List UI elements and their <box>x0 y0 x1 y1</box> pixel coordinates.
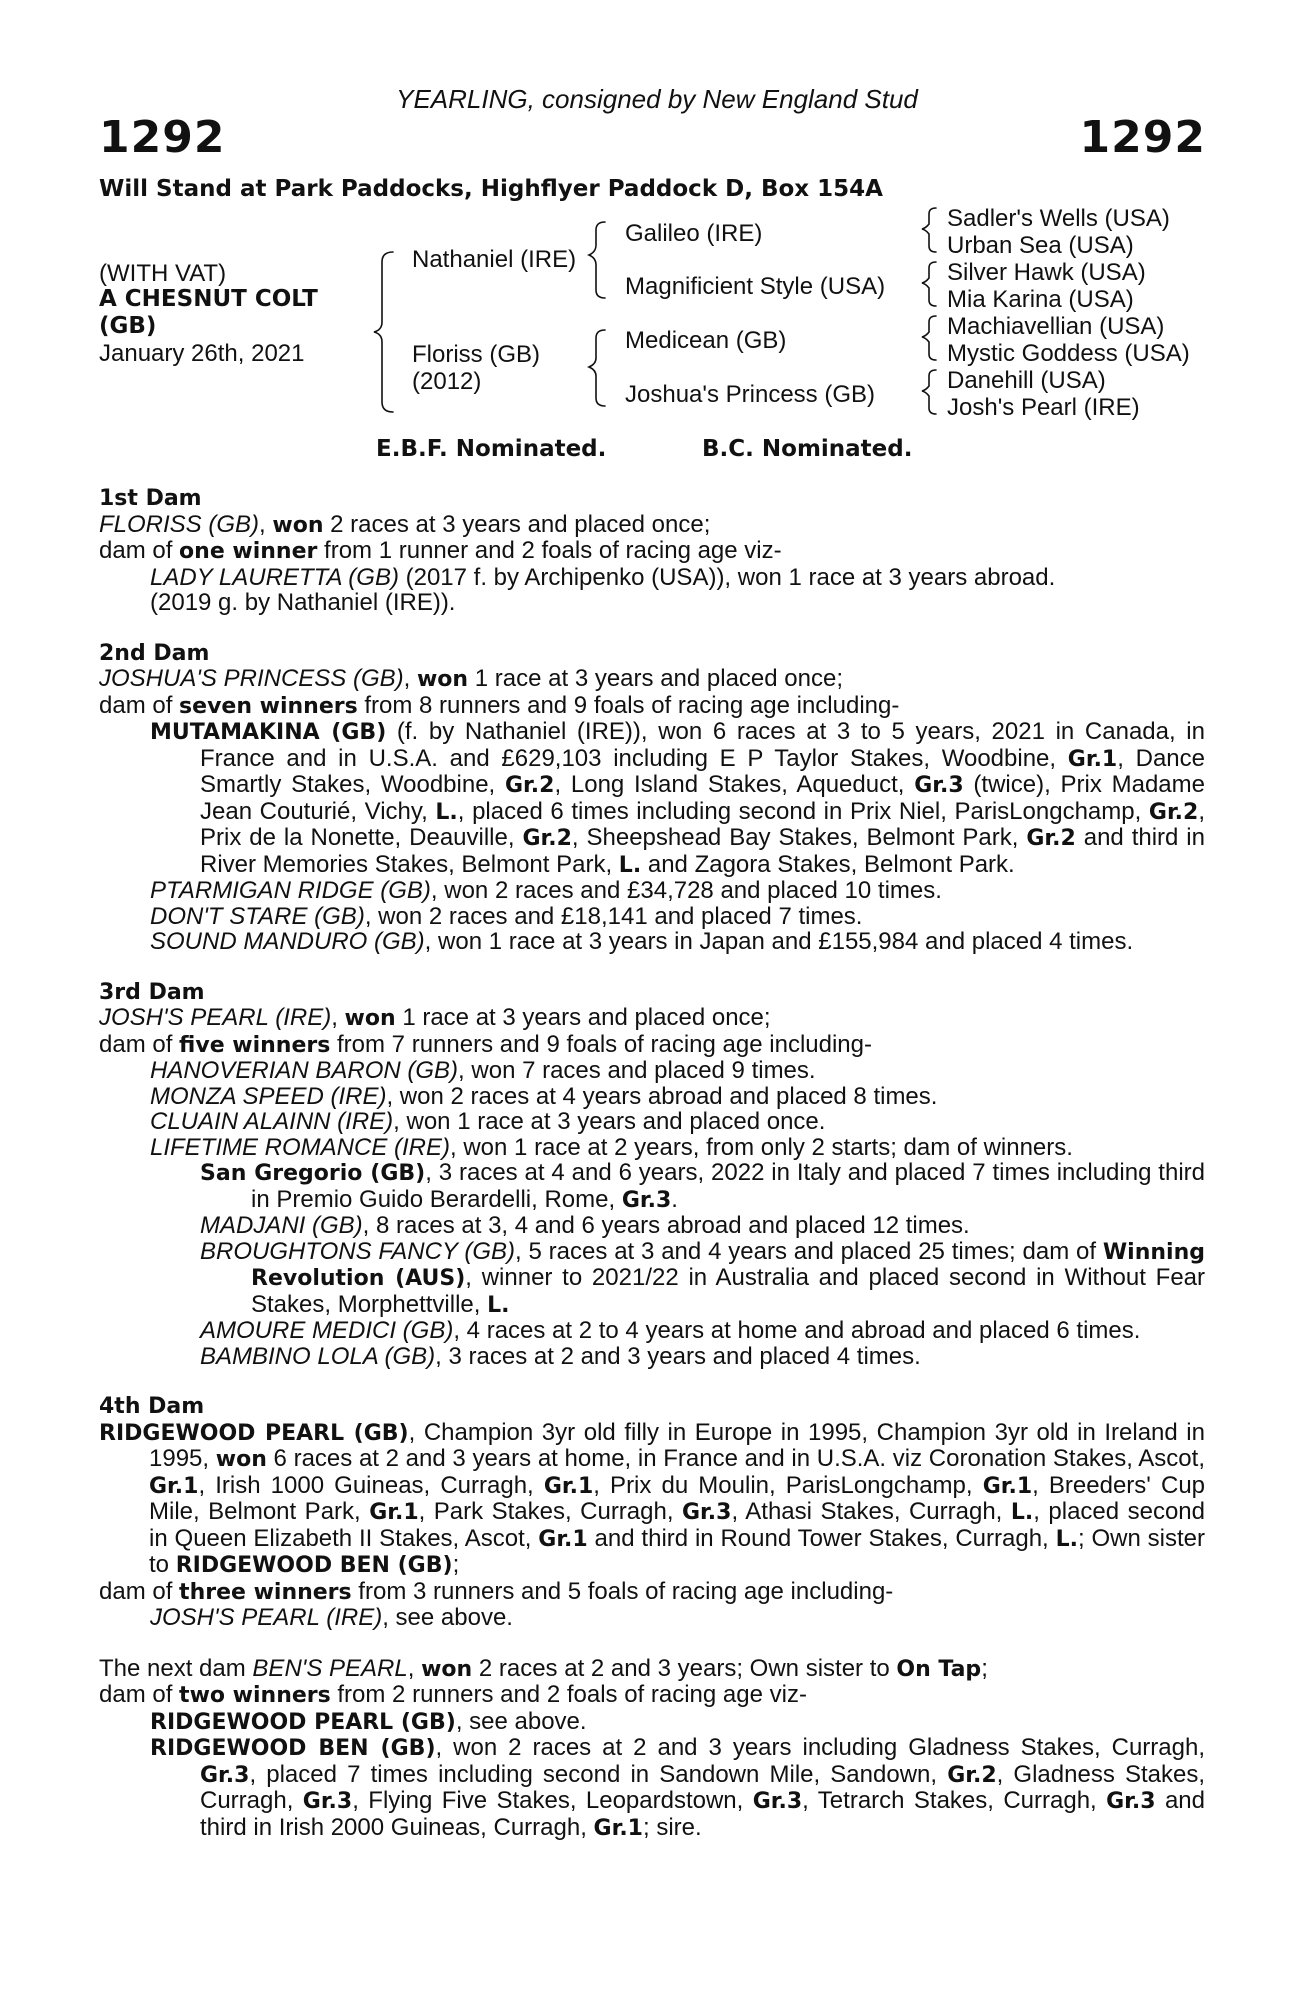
pedigree-g2: Urban Sea (USA) <box>947 232 1134 259</box>
bold-text: Gr.2 <box>947 1762 997 1788</box>
bold-text: Gr.1 <box>1067 746 1118 772</box>
text-run: , 3 races at 2 and 3 years and placed 4 times. <box>435 1342 921 1370</box>
bold-text: Gr.3 <box>682 1500 732 1525</box>
bold-text: Gr.3 <box>914 773 964 798</box>
text-run: , won 1 race at 3 years and placed once. <box>393 1108 826 1135</box>
bold-text: three winners <box>179 1579 352 1605</box>
text-run: ; sire. <box>642 1813 702 1841</box>
pedigree-entry <box>99 904 1205 930</box>
section-heading: 2nd Dam <box>99 640 210 666</box>
ebf-nomination: E.B.F. Nominated. <box>376 436 607 462</box>
bold-text: L. <box>435 799 458 825</box>
text-run: 1 race at 3 years and placed once; <box>395 1004 771 1031</box>
text-run: (2017 f. by Archipenko (USA)), won 1 race at 3 years abroad. <box>398 563 1056 591</box>
pedigree-entry <box>99 1318 1205 1344</box>
pedigree-entry <box>99 666 1205 693</box>
bold-text: two winners <box>179 1683 331 1708</box>
pedigree-sire: Nathaniel (IRE) <box>412 246 577 273</box>
pedigree-g5: Machiavellian (USA) <box>947 313 1165 340</box>
bold-text: Gr.2 <box>505 773 555 798</box>
bold-text: L. <box>618 852 642 878</box>
text-run: , Long Island Stakes, Aqueduct, <box>554 771 915 798</box>
text-run: , Flying Five Stakes, Leopardstown, <box>352 1787 753 1814</box>
pedigree-g4: Mia Karina (USA) <box>947 286 1134 313</box>
text-run: from 1 runner and 2 foals of racing age viz- <box>317 537 782 564</box>
pedigree-g1: Sadler's Wells (USA) <box>947 205 1170 232</box>
pedigree-entry <box>99 1579 1205 1606</box>
brace-sire <box>589 222 605 298</box>
bold-text: Gr.3 <box>621 1187 672 1213</box>
dam-section <box>99 980 1205 1370</box>
text-run: , placed 7 times including second in Sandown Mile, Sandown, <box>249 1760 948 1788</box>
brace-g34 <box>922 262 936 306</box>
pedigree-g6: Mystic Goddess (USA) <box>947 340 1190 367</box>
bold-text: Gr.2 <box>1026 826 1076 851</box>
text-run: ; Own sister to <box>149 1524 1205 1578</box>
italic-name: JOSH'S PEARL (IRE) <box>99 1004 332 1031</box>
lot-number-left: 1292 <box>99 112 226 163</box>
brace-g56 <box>922 316 936 360</box>
pedigree-sire-sire: Galileo (IRE) <box>625 220 763 247</box>
text-run: , 5 races at 3 and 4 years and placed 25 times; dam of <box>515 1237 1103 1265</box>
text-run: , placed second in Queen Elizabeth II Stakes, Ascot, <box>149 1498 1205 1552</box>
text-run: 2 races at 2 and 3 years; Own sister to <box>472 1654 897 1682</box>
bold-text: Gr.1 <box>982 1473 1033 1499</box>
italic-name: BROUGHTONS FANCY (GB) <box>200 1237 516 1265</box>
italic-name: MONZA SPEED (IRE) <box>150 1082 387 1110</box>
text-run: , winner to 2021/22 in Australia and placed second in Without Fear Stakes, Morphettville, <box>251 1264 1206 1318</box>
bold-text: L. <box>1055 1526 1078 1552</box>
pedigree-entry <box>99 1420 1205 1579</box>
bold-text: seven winners <box>179 693 358 719</box>
text-run: , <box>259 510 273 538</box>
italic-name: HANOVERIAN BARON (GB) <box>150 1057 459 1084</box>
bold-text: won <box>215 1447 267 1472</box>
bold-text: Gr.1 <box>149 1473 199 1499</box>
italic-name: FLORISS (GB) <box>99 510 260 538</box>
section-heading: 1st Dam <box>99 486 202 511</box>
text-run: from 2 runners and 2 foals of racing age viz- <box>330 1681 807 1708</box>
bold-text: Gr.3 <box>302 1789 353 1814</box>
text-run: , won 1 race at 2 years, from only 2 starts; dam of winners. <box>450 1133 1073 1161</box>
text-run: , 4 races at 2 to 4 years at home and abroad and placed 6 times. <box>453 1317 1141 1344</box>
text-run: , Park Stakes, Curragh, <box>418 1498 682 1525</box>
bold-text: Gr.3 <box>752 1789 803 1814</box>
bold-text: Gr.1 <box>538 1526 588 1552</box>
text-run: , Prix de la Nonette, Deauville, <box>200 797 1205 851</box>
text-run: , Champion 3yr old filly in Europe in 1995, Champion 3yr old in Ireland in 1995, <box>149 1418 1205 1472</box>
italic-name: BEN'S PEARL <box>252 1654 408 1682</box>
bold-text: five winners <box>179 1032 331 1058</box>
italic-name: PTARMIGAN RIDGE (GB) <box>150 877 431 904</box>
bold-text: Gr.1 <box>543 1473 594 1499</box>
text-run: , Irish 1000 Guineas, Curragh, <box>198 1471 544 1499</box>
text-run: , won 1 race at 3 years in Japan and £155,984 and placed 4 times. <box>424 928 1134 955</box>
text-run: and Zagora Stakes, Belmont Park. <box>641 850 1015 878</box>
text-run: , <box>407 1654 422 1682</box>
text-run: and third in Irish 2000 Guineas, Curragh, <box>200 1787 1206 1841</box>
pedigree-entry <box>99 1032 1205 1059</box>
pedigree-braces <box>0 0 1314 440</box>
pedigree-dam-sire: Medicean (GB) <box>625 327 787 354</box>
text-run: , 3 races at 4 and 6 years, 2022 in Italy and placed 7 times including third in Premio Guido Berardelli, Rome, <box>251 1159 1205 1213</box>
text-run: , <box>331 1004 345 1031</box>
text-run: The next dam <box>99 1654 253 1682</box>
bc-nomination: B.C. Nominated. <box>702 436 913 462</box>
bold-text: RIDGEWOOD BEN (GB) <box>175 1553 453 1578</box>
text-run: dam of <box>99 537 180 564</box>
italic-name: DON'T STARE (GB) <box>150 902 365 930</box>
bold-text: Gr.2 <box>522 826 572 851</box>
text-run: , Breeders' Cup Mile, Belmont Park, <box>149 1471 1206 1525</box>
text-run: and third in Round Tower Stakes, Curragh, <box>587 1524 1056 1552</box>
text-run: , won 2 races and £18,141 and placed 7 times. <box>364 902 863 930</box>
pedigree-entry <box>99 1344 1205 1370</box>
pedigree-entry <box>99 1735 1205 1841</box>
text-run: , won 2 races at 2 and 3 years including Gladness Stakes, Curragh, <box>435 1734 1205 1761</box>
pedigree-entry <box>99 1605 1205 1631</box>
pedigree-entry <box>99 1682 1205 1709</box>
pedigree-dam: Floriss (GB) <box>412 341 540 368</box>
lot-number-right: 1292 <box>1079 112 1206 163</box>
text-run: , won 2 races at 4 years abroad and placed 8 times. <box>386 1082 938 1110</box>
text-run: dam of <box>99 1681 180 1708</box>
text-run: dam of <box>99 1030 180 1058</box>
pedigree-entry <box>99 538 1205 565</box>
text-run: 6 races at 2 and 3 years at home, in France and in U.S.A. viz Coronation Stakes, Ascot, <box>266 1445 1205 1472</box>
italic-name: MADJANI (GB) <box>200 1212 363 1239</box>
bold-text: Gr.2 <box>1148 799 1199 825</box>
text-run: ; <box>981 1654 988 1682</box>
pedigree-entry <box>99 1656 1205 1683</box>
bold-text: Gr.1 <box>593 1815 643 1841</box>
text-run: dam of <box>99 1577 180 1605</box>
text-run: from 7 runners and 9 foals of racing age including- <box>330 1030 872 1058</box>
dam-section <box>99 486 1205 616</box>
pedigree-entry <box>99 929 1205 955</box>
pedigree-sire-dam: Magnificient Style (USA) <box>625 273 886 300</box>
text-run: , see above. <box>455 1707 587 1735</box>
brace-g12 <box>922 208 936 252</box>
bold-text: San Gregorio (GB) <box>200 1161 426 1186</box>
text-run: . <box>671 1185 678 1213</box>
text-run: , <box>403 665 417 692</box>
pedigree-entry <box>99 1135 1205 1161</box>
text-run: , Gladness Stakes, Curragh, <box>200 1760 1205 1814</box>
text-run: 1 race at 3 years and placed once; <box>468 665 843 692</box>
text-run: , Tetrarch Stakes, Curragh, <box>802 1787 1107 1814</box>
pedigree-entry <box>99 1084 1205 1110</box>
pedigree-entry <box>99 878 1205 904</box>
pedigree-entry <box>99 590 1205 616</box>
bold-text: Gr.1 <box>369 1500 419 1525</box>
text-run: (2019 g. by Nathaniel (IRE)). <box>150 589 456 616</box>
section-heading: 3rd Dam <box>99 979 205 1005</box>
bold-text: Gr.3 <box>200 1762 250 1788</box>
text-run: ; <box>452 1551 460 1578</box>
pedigree-entry <box>99 512 1205 539</box>
italic-name: JOSHUA'S PRINCESS (GB) <box>99 665 404 692</box>
bold-text: won <box>421 1656 473 1682</box>
italic-name: AMOURE MEDICI (GB) <box>200 1317 454 1344</box>
text-run: , Prix du Moulin, ParisLongchamp, <box>593 1471 983 1499</box>
bold-text: Winning Revolution (AUS) <box>251 1239 1205 1291</box>
bold-text: RIDGEWOOD PEARL (GB) <box>99 1420 409 1446</box>
foaling-date: January 26th, 2021 <box>99 340 305 367</box>
italic-name: LADY LAURETTA (GB) <box>150 563 399 591</box>
pedigree-entry <box>99 565 1205 591</box>
pedigree-g8: Josh's Pearl (IRE) <box>947 394 1140 421</box>
brace-main <box>374 252 393 412</box>
text-run: dam of <box>99 691 180 719</box>
bold-text: RIDGEWOOD PEARL (GB) <box>150 1709 456 1735</box>
italic-name: SOUND MANDURO (GB) <box>150 928 425 955</box>
pedigree-g7: Danehill (USA) <box>947 367 1106 394</box>
pedigree-entry <box>99 1058 1205 1084</box>
stand-location: Will Stand at Park Paddocks, Highflyer Paddock D, Box 154A <box>99 176 883 202</box>
bold-text: L. <box>487 1292 510 1318</box>
bold-text: L. <box>1010 1500 1034 1525</box>
text-run: , placed 6 times including second in Prix Niel, ParisLongchamp, <box>457 797 1149 825</box>
pedigree-entry <box>99 1109 1205 1135</box>
text-run: , see above. <box>382 1604 513 1631</box>
dam-section <box>99 1394 1205 1631</box>
pedigree-notes <box>99 486 1205 1841</box>
text-run: , Sheepshead Bay Stakes, Belmont Park, <box>571 824 1027 851</box>
bold-text: won <box>344 1006 396 1031</box>
bold-text: won <box>272 512 324 538</box>
pedigree-entry <box>99 1213 1205 1239</box>
bold-text: Gr.3 <box>1106 1789 1156 1814</box>
pedigree-entry <box>99 693 1205 720</box>
text-run: , won 2 races and £34,728 and placed 10 times. <box>430 877 942 904</box>
bold-text: RIDGEWOOD BEN (GB) <box>150 1736 436 1761</box>
pedigree-g3: Silver Hawk (USA) <box>947 259 1146 286</box>
section-heading: 4th Dam <box>99 1394 205 1419</box>
pedigree-entry <box>99 719 1205 878</box>
text-run: and third in River Memories Stakes, Belmont Park, <box>200 824 1205 878</box>
dam-section <box>99 641 1205 955</box>
text-run: (f. by Nathaniel (IRE)), won 6 races at 3 to 5 years, 2021 in Canada, in France and in U.S.A. and £629,103 including E P Taylor Stakes, Woodbine, <box>200 718 1205 772</box>
text-run: , Dance Smartly Stakes, Woodbine, <box>200 744 1205 798</box>
italic-name: LIFETIME ROMANCE (IRE) <box>150 1133 451 1161</box>
pedigree-dam-dam: Joshua's Princess (GB) <box>625 381 875 408</box>
text-run: (twice), Prix Madame Jean Couturié, Vichy, <box>200 771 1205 825</box>
italic-name: JOSH'S PEARL (IRE) <box>150 1604 383 1631</box>
text-run: , won 7 races and placed 9 times. <box>458 1057 816 1084</box>
text-run: , 8 races at 3, 4 and 6 years abroad and placed 12 times. <box>362 1212 970 1239</box>
pedigree-dam-year: (2012) <box>412 368 482 395</box>
bold-text: won <box>416 667 469 692</box>
bold-text: one winner <box>179 539 318 564</box>
pedigree-entry <box>99 1160 1205 1213</box>
brace-dam <box>589 330 605 406</box>
text-run: from 8 runners and 9 foals of racing age including- <box>357 691 900 719</box>
bold-text: MUTAMAKINA (GB) <box>150 720 387 745</box>
bold-text: On Tap <box>896 1656 982 1682</box>
text-run: , Athasi Stakes, Curragh, <box>731 1498 1011 1525</box>
pedigree-entry <box>99 1709 1205 1736</box>
italic-name: BAMBINO LOLA (GB) <box>200 1342 436 1370</box>
consignment-line: YEARLING, consigned by New England Stud <box>396 84 918 114</box>
horse-name: A CHESNUT COLT <box>99 286 318 312</box>
vat-note: (WITH VAT) <box>99 260 227 287</box>
text-run: from 3 runners and 5 foals of racing age including- <box>351 1577 894 1605</box>
horse-country: (GB) <box>99 313 157 339</box>
text-run: 2 races at 3 years and placed once; <box>323 510 711 538</box>
pedigree-entry <box>99 1239 1205 1319</box>
dam-section <box>99 1656 1205 1842</box>
pedigree-entry <box>99 1005 1205 1032</box>
italic-name: CLUAIN ALAINN (IRE) <box>150 1108 394 1135</box>
brace-g78 <box>922 370 936 414</box>
